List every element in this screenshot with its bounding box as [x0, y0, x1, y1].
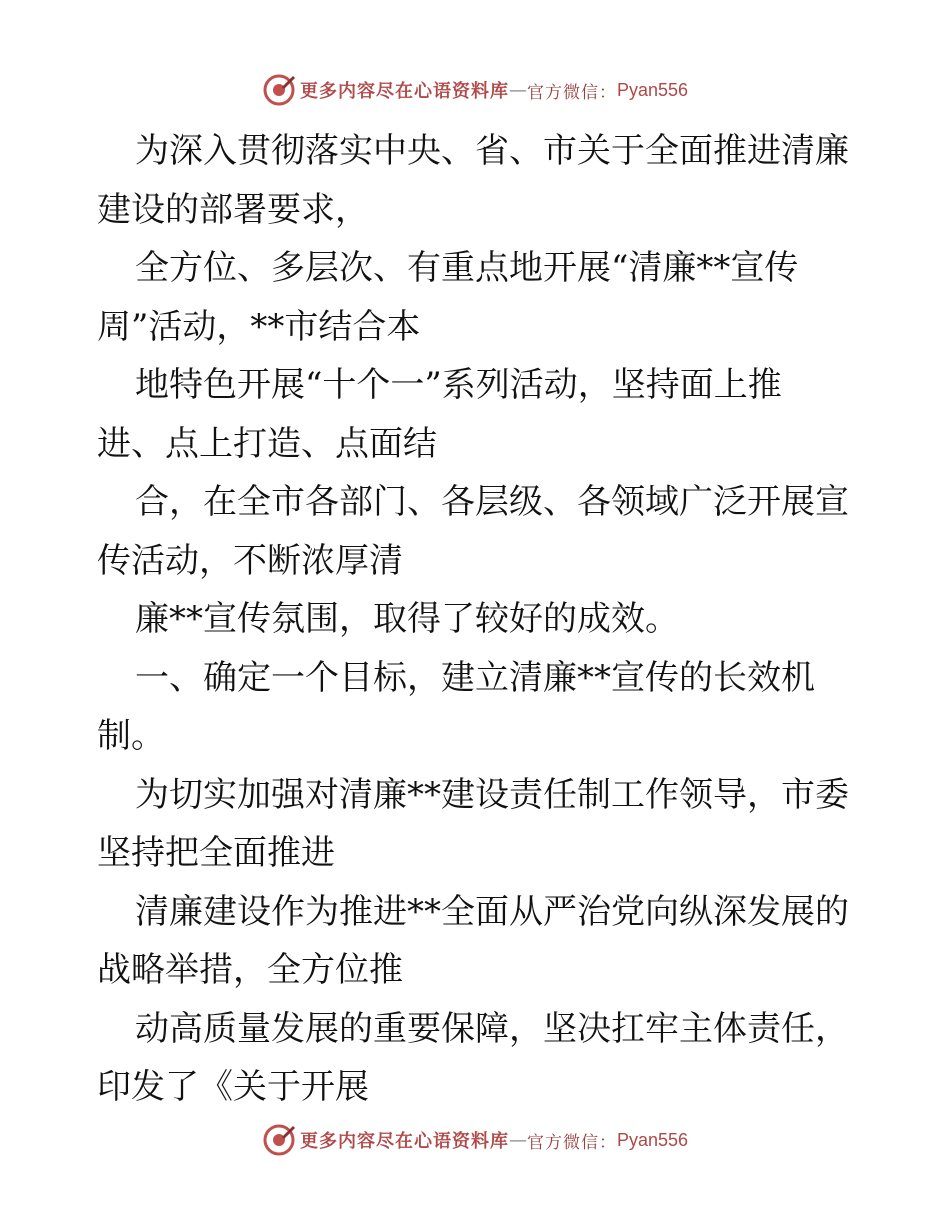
- paragraph-first-line: 动高质量发展的重要保障，坚决扛牢主体责任，: [135, 1008, 849, 1049]
- paragraph: [97, 473, 857, 590]
- footer-banner: [0, 1120, 950, 1160]
- paragraph: [97, 356, 857, 473]
- brand-logo-icon: [262, 1123, 296, 1157]
- paragraph-first-line: 一、确定一个目标，建立清廉**宣传的长效机: [135, 657, 815, 698]
- paragraph-first-line: 合，在全市各部门、各层级、各领域广泛开展宣: [135, 482, 849, 522]
- paragraph-continuation: 进、点上打造、点面结: [97, 423, 437, 464]
- paragraph-continuation: 周”活动，**市结合本: [97, 306, 421, 347]
- header-dash: —: [508, 79, 527, 101]
- header-brand-text: 更多内容尽在心语资料库: [299, 81, 509, 102]
- paragraph-first-line: 廉**宣传氛围，取得了较好的成效。: [135, 599, 679, 639]
- section-heading: [97, 649, 857, 766]
- header-banner: [0, 70, 950, 110]
- brand-logo-icon: [262, 73, 296, 107]
- paragraph: [97, 122, 857, 239]
- paragraph-first-line: 为深入贯彻落实中央、省、市关于全面推进清廉: [135, 131, 849, 171]
- paragraph: [97, 766, 857, 883]
- paragraph-continuation: 传活动，不断浓厚清: [97, 540, 403, 581]
- footer-wechat-id: Pyan556: [616, 1129, 689, 1150]
- paragraph-continuation: 制。: [97, 716, 165, 756]
- header-wechat-id: Pyan556: [616, 79, 689, 100]
- paragraph-continuation: 战略举措，全方位推: [97, 950, 403, 990]
- paragraph-continuation: 印发了《关于开展: [97, 1067, 369, 1107]
- footer-brand-text: 更多内容尽在心语资料库: [299, 1131, 509, 1152]
- paragraph-first-line: 地特色开展“十个一”系列活动，坚持面上推: [135, 365, 782, 405]
- paragraph-first-line: 为切实加强对清廉**建设责任制工作领导，市委: [135, 774, 849, 815]
- header-wechat-label: 官方微信：: [526, 82, 617, 103]
- footer-dash: —: [508, 1129, 527, 1151]
- paragraph: [97, 1000, 857, 1117]
- paragraph-first-line: 全方位、多层次、有重点地开展“清廉**宣传: [135, 248, 799, 288]
- paragraph-first-line: 清廉建设作为推进**全面从严治党向纵深发展的: [135, 891, 849, 932]
- paragraph: [97, 239, 857, 356]
- paragraph-continuation: 建设的部署要求，: [97, 189, 369, 230]
- paragraph: [97, 590, 857, 649]
- footer-wechat-label: 官方微信：: [526, 1132, 617, 1153]
- paragraph-continuation: 坚持把全面推进: [97, 833, 335, 873]
- paragraph: [97, 883, 857, 1000]
- document-body: [97, 122, 857, 1117]
